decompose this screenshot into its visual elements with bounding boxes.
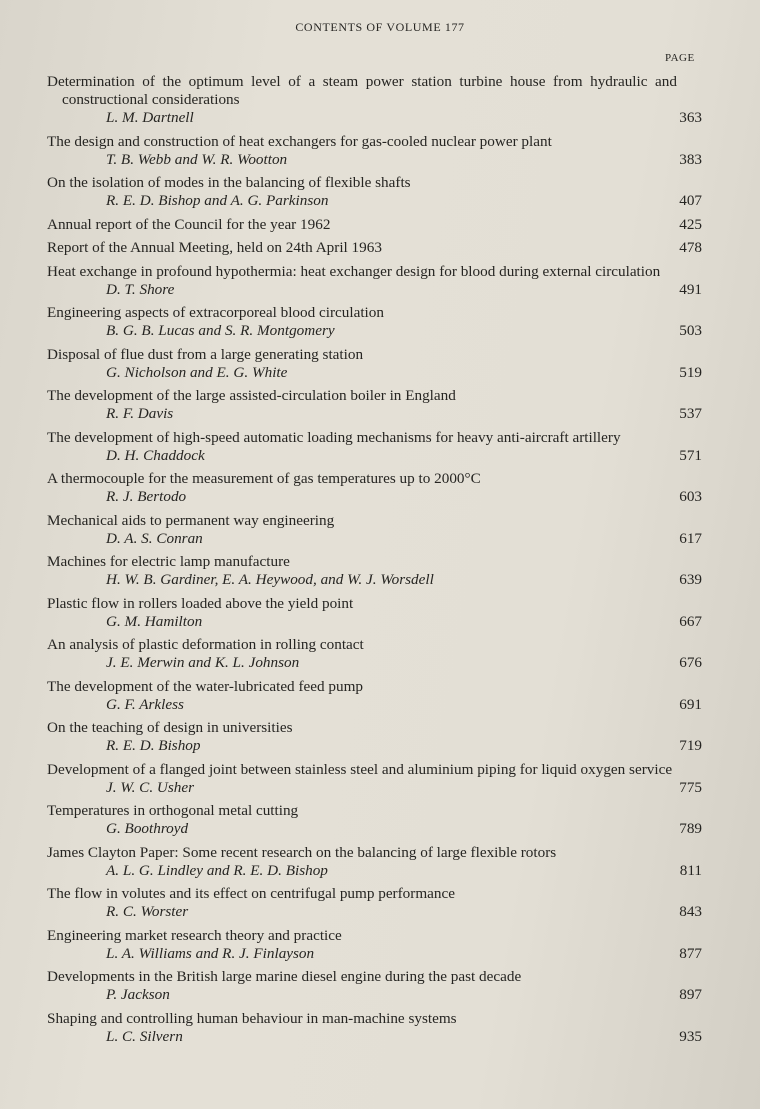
contents-entry <box>47 263 702 299</box>
entry-authors: R. J. Bertodo <box>106 488 187 505</box>
contents-entry <box>47 512 702 548</box>
page-column-label: PAGE <box>665 52 695 64</box>
contents-entry <box>47 553 702 589</box>
entry-authors: A. L. G. Lindley and R. E. D. Bishop <box>106 861 328 879</box>
contents-entry <box>47 761 702 797</box>
contents-entry <box>47 73 702 127</box>
entry-title: The development of the water-lubricated feed pump <box>47 677 363 695</box>
entry-page-number: 478 <box>679 239 702 256</box>
entry-authors: R. E. D. Bishop <box>106 737 201 754</box>
entry-authors: B. G. B. Lucas and S. R. Montgomery <box>106 322 335 339</box>
entry-authors: G. Nicholson and E. G. White <box>106 363 288 381</box>
entry-authors: R. E. D. Bishop and A. G. Parkinson <box>106 192 329 209</box>
entry-title: The design and construction of heat exchangers for gas-cooled nuclear power plant <box>47 132 552 150</box>
entry-page-number: 935 <box>679 1027 702 1045</box>
contents-entry <box>47 927 702 963</box>
contents-entry <box>47 844 702 880</box>
entry-title: Machines for electric lamp manufacture <box>47 553 290 570</box>
entry-title: The development of the large assisted-circulation boiler in England <box>47 387 456 404</box>
entry-authors: P. Jackson <box>106 986 170 1003</box>
contents-entry <box>47 595 702 631</box>
contents-entry <box>47 885 702 921</box>
entry-authors: H. W. B. Gardiner, E. A. Heywood, and W. J. Worsdell <box>106 571 434 588</box>
entry-title: Annual report of the Council for the year 1962 <box>47 215 331 233</box>
entry-title: Development of a flanged joint between stainless steel and aluminium piping for liquid oxygen service <box>47 760 673 778</box>
entry-title: Shaping and controlling human behaviour in man-machine systems <box>47 1009 457 1027</box>
entry-page-number: 843 <box>679 903 702 920</box>
entry-title: Report of the Annual Meeting, held on 24th April 1963 <box>47 239 382 256</box>
contents-entry <box>47 719 702 755</box>
running-head: CONTENTS OF VOLUME 177 <box>295 20 465 34</box>
entry-page-number: 407 <box>679 192 702 209</box>
entry-title: Engineering aspects of extracorporeal blood circulation <box>47 304 384 321</box>
entry-title: The development of high-speed automatic loading mechanisms for heavy anti-aircraft artillery <box>47 428 621 446</box>
entry-page-number: 667 <box>679 612 702 630</box>
entry-title: Plastic flow in rollers loaded above the yield point <box>47 594 354 612</box>
entry-title: Engineering market research theory and practice <box>47 926 342 944</box>
entry-page-number: 425 <box>679 215 702 233</box>
entry-page-number: 719 <box>679 737 702 754</box>
contents-entry <box>47 968 702 1004</box>
entry-title: Heat exchange in profound hypothermia: heat exchanger design for blood during external circulation <box>47 262 661 280</box>
entry-page-number: 537 <box>679 405 702 422</box>
entry-authors: T. B. Webb and W. R. Wootton <box>106 150 288 168</box>
entry-title: Developments in the British large marine diesel engine during the past decade <box>47 968 522 985</box>
contents-entry <box>47 429 702 465</box>
entry-title: Disposal of flue dust from a large generating station <box>47 345 364 363</box>
entry-authors: D. H. Chaddock <box>106 446 205 464</box>
entry-authors: D. T. Shore <box>106 280 175 298</box>
entry-page-number: 571 <box>679 446 702 464</box>
entry-title: Determination of the optimum level of a steam power station turbine house from hydraulic and constructional considerations <box>47 73 677 108</box>
contents-list <box>47 73 702 1051</box>
contents-entry <box>47 174 702 210</box>
entry-title: Mechanical aids to permanent way engineering <box>47 511 335 529</box>
entry-authors: L. A. Williams and R. J. Finlayson <box>106 944 315 962</box>
entry-page-number: 491 <box>679 280 702 298</box>
contents-entry <box>47 304 702 340</box>
entry-authors: G. F. Arkless <box>106 695 184 713</box>
entry-title: A thermocouple for the measurement of gas temperatures up to 2000°C <box>47 470 481 487</box>
entry-authors: J. E. Merwin and K. L. Johnson <box>106 654 300 671</box>
contents-entry <box>47 678 702 714</box>
entry-title: The flow in volutes and its effect on centrifugal pump performance <box>47 885 455 902</box>
contents-entry <box>47 1010 702 1046</box>
entry-page-number: 383 <box>679 150 702 168</box>
contents-entry <box>47 216 702 234</box>
entry-title: Temperatures in orthogonal metal cutting <box>47 802 299 819</box>
entry-page-number: 877 <box>679 944 702 962</box>
contents-entry <box>47 387 702 423</box>
entry-page-number: 519 <box>679 363 702 381</box>
contents-entry <box>47 346 702 382</box>
entry-page-number: 811 <box>679 861 702 879</box>
entry-title: On the teaching of design in universities <box>47 719 293 736</box>
entry-page-number: 363 <box>679 109 702 126</box>
entry-page-number: 603 <box>679 488 702 505</box>
entry-authors: J. W. C. Usher <box>106 778 195 796</box>
entry-page-number: 676 <box>679 654 702 671</box>
entry-authors: L. M. Dartnell <box>106 109 194 126</box>
entry-page-number: 775 <box>679 778 702 796</box>
entry-authors: D. A. S. Conran <box>106 529 203 547</box>
entry-authors: R. C. Worster <box>106 903 189 920</box>
entry-page-number: 691 <box>679 695 702 713</box>
entry-authors: G. M. Hamilton <box>106 612 203 630</box>
entry-page-number: 789 <box>679 820 702 837</box>
entry-authors: G. Boothroyd <box>106 820 189 837</box>
entry-authors: L. C. Silvern <box>106 1027 183 1045</box>
contents-entry <box>47 802 702 838</box>
contents-entry <box>47 239 702 257</box>
contents-entry <box>47 133 702 169</box>
entry-authors: R. F. Davis <box>106 405 174 422</box>
entry-title: James Clayton Paper: Some recent research on the balancing of large flexible rotors <box>47 843 557 861</box>
entry-page-number: 897 <box>679 986 702 1003</box>
entry-page-number: 639 <box>679 571 702 588</box>
entry-page-number: 617 <box>679 529 702 547</box>
entry-title: An analysis of plastic deformation in rolling contact <box>47 636 364 653</box>
contents-entry <box>47 470 702 506</box>
entry-title: On the isolation of modes in the balancing of flexible shafts <box>47 174 411 191</box>
contents-entry <box>47 636 702 672</box>
entry-page-number: 503 <box>679 322 702 339</box>
